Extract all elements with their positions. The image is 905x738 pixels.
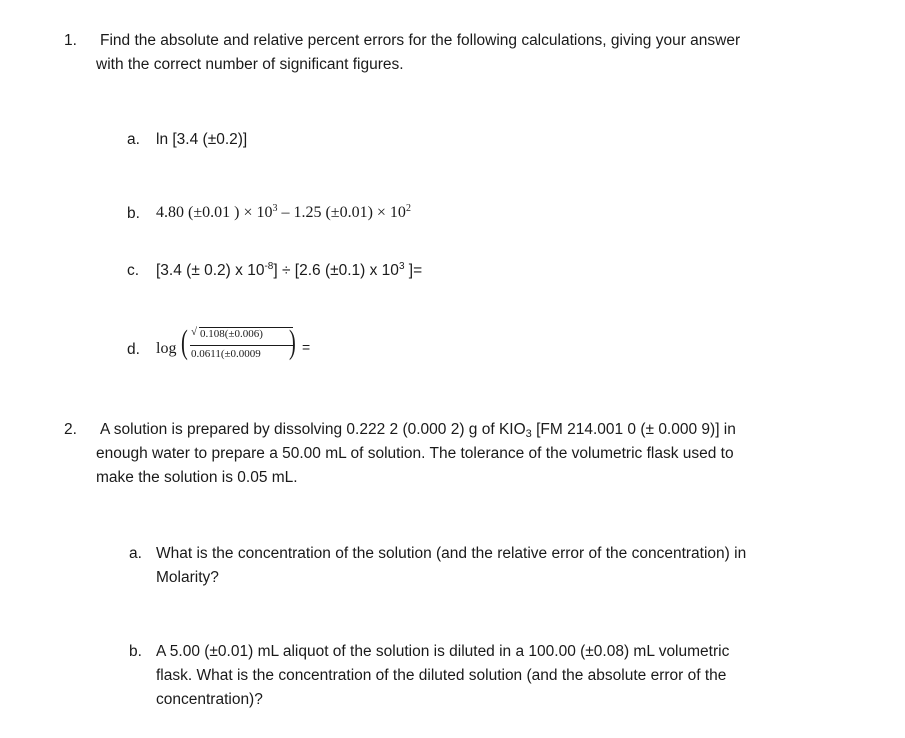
q1b-part-2: – 1.25 (±0.01) × 10: [277, 204, 406, 221]
q1d-numerator: 0.108(±0.006): [200, 328, 263, 340]
q1d-log: log: [156, 340, 177, 357]
q1b-label: b.: [127, 205, 140, 222]
q1c-part-2: ] ÷ [2.6 (±0.1) x 10: [273, 262, 399, 279]
question-1-line-1: Find the absolute and relative percent errors for the following calculations, giving your answer: [100, 32, 741, 49]
q2b-line-3: concentration)?: [156, 691, 263, 708]
q1c-exponent-2: 3: [398, 261, 405, 272]
q1b-exponent-2: 2: [405, 203, 411, 214]
q1d-right-paren: ): [289, 324, 296, 361]
question-2-line-3: make the solution is 0.05 mL.: [96, 469, 298, 486]
q1d-left-paren: (: [181, 324, 188, 361]
q1c-part-1: [3.4 (± 0.2) x 10: [156, 262, 265, 279]
q1d-equals: =: [302, 339, 311, 355]
q2b-line-2: flask. What is the concentration of the diluted solution (and the absolute error of the: [156, 667, 727, 684]
question-2-number: 2.: [64, 421, 77, 438]
q2b-label: b.: [129, 643, 142, 660]
sqrt-icon: √: [191, 326, 198, 338]
q1d-denominator: 0.0611(±0.0009: [191, 348, 261, 360]
q2a-line-1: What is the concentration of the solution (and the relative error of the concentration) in: [156, 545, 747, 562]
q1a-expression: ln [3.4 (±0.2)]: [156, 131, 248, 148]
question-1-line-2: with the correct number of significant figures.: [96, 56, 404, 73]
q2a-line-2: Molarity?: [156, 569, 219, 586]
q2-line-1-text: A solution is prepared by dissolving 0.222 2 (0.000 2) g of KIO: [100, 421, 526, 438]
q1c-part-3: ]=: [404, 262, 423, 279]
q1a-label: a.: [127, 131, 140, 148]
q2-kio3-subscript: 3: [525, 428, 532, 440]
q1c-exponent-1: -8: [264, 261, 274, 272]
q1b-exponent-1: 3: [272, 203, 278, 214]
q1c-expression: [156, 262, 422, 280]
question-2-line-2: enough water to prepare a 50.00 mL of solution. The tolerance of the volumetric flask used to: [96, 445, 734, 462]
q2b-line-1: A 5.00 (±0.01) mL aliquot of the solution is diluted in a 100.00 (±0.08) mL volumetric: [156, 643, 730, 660]
q2-line-1-text-end: [FM 214.001 0 (± 0.000 9)] in: [531, 421, 736, 438]
q1c-label: c.: [127, 262, 140, 279]
q2a-label: a.: [129, 545, 142, 562]
q1b-part-1: 4.80 (±0.01 ) × 10: [156, 204, 273, 221]
q1d-label: d.: [127, 341, 140, 358]
question-2-line-1: [100, 421, 736, 440]
question-1-number: 1.: [64, 32, 77, 49]
q1b-expression: [156, 204, 411, 222]
q1d-fraction-line: [190, 345, 294, 346]
